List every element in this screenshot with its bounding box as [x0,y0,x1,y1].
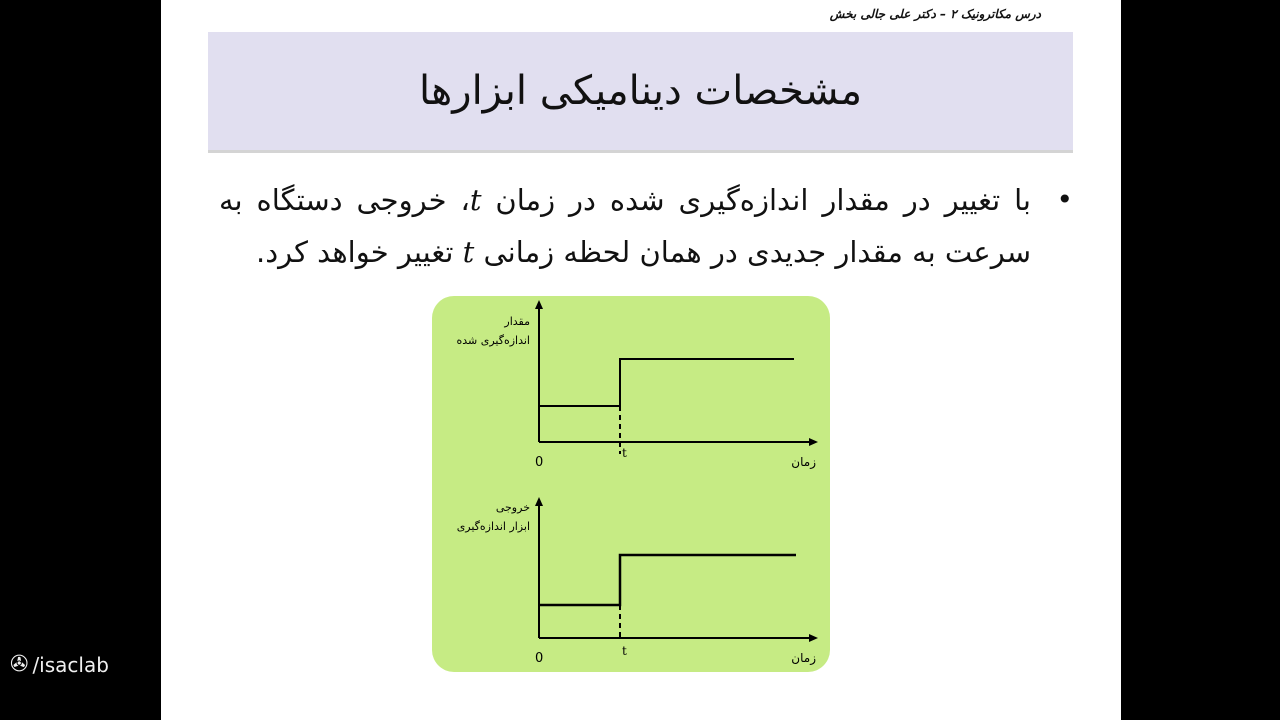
bullet-paragraph [219,174,1073,278]
slide-title: مشخصات دینامیکی ابزارها [418,68,863,114]
slide [161,0,1121,720]
step-response-figure [432,296,830,672]
top-step-signal [539,359,794,406]
top-y-axis-arrow-icon [535,300,543,309]
channel-watermark [10,652,109,677]
bottom-step-signal [539,555,796,605]
math-symbol-t-1: t [469,183,482,217]
top-xlabel: زمان [791,455,816,469]
top-plot [456,300,818,470]
top-ylabel-line2: اندازه‌گیری شده [456,334,530,347]
bottom-ylabel-line1: خروجی [495,501,530,514]
top-step-label: t [622,446,627,460]
bottom-xlabel: زمان [791,651,816,665]
bottom-origin-label: 0 [535,651,544,666]
top-origin-label: 0 [535,455,544,470]
bottom-x-axis-arrow-icon [809,634,818,642]
math-symbol-t-2: t [462,235,475,269]
bottom-step-label: t [622,644,627,658]
title-band [208,32,1073,153]
bullet-text-3: تغییر خواهد کرد. [256,235,463,269]
film-reel-icon: ✇ [10,652,29,677]
top-ylabel-line1: مقدار [504,315,530,328]
bottom-y-axis-arrow-icon [535,497,543,506]
bullet-text-2: ، خروجی دستگاه به سرعت به مقدار جدیدی در همان لحظه زمانی [219,183,1031,269]
course-header-note: درس مکاترونیک ۲ – دکتر علی جالی بخش [829,7,1041,21]
step-response-diagram [432,296,830,672]
bullet-dot-icon: • [1056,183,1073,216]
watermark-text: /isaclab [32,652,109,677]
top-x-axis-arrow-icon [809,438,818,446]
bullet-text-1: با تغییر در مقدار اندازه‌گیری شده در زمان [481,183,1031,217]
bottom-plot [457,497,818,666]
bottom-ylabel-line2: ابزار اندازه‌گیری [456,520,530,533]
